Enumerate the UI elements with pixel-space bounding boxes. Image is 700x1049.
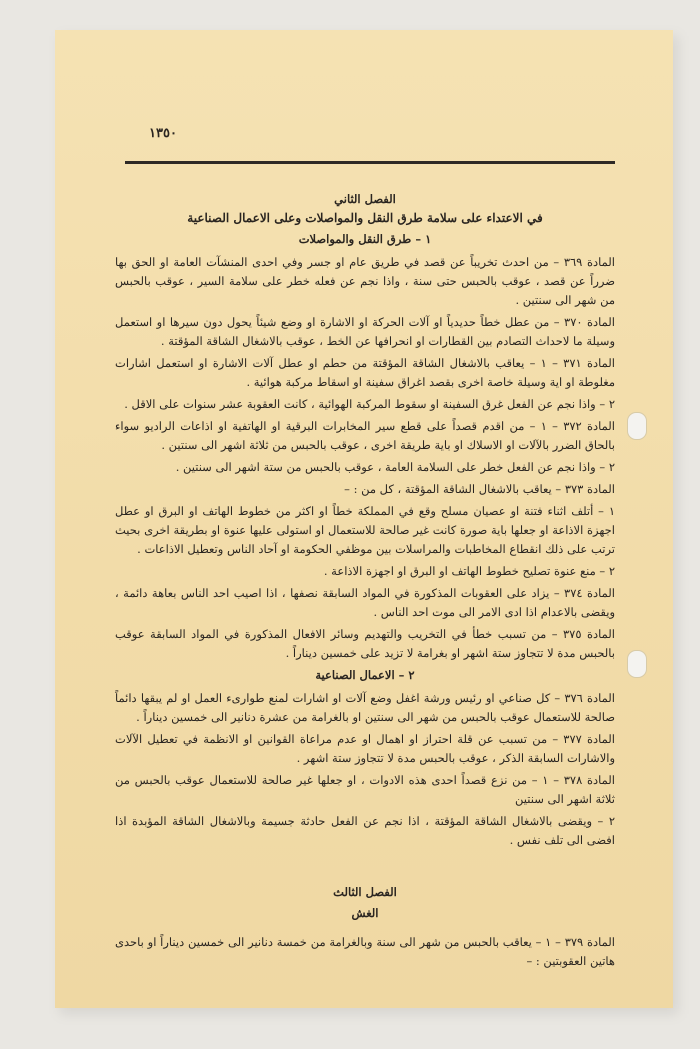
article-373-2: ٢ – منع عنوة تصليح خطوط الهاتف او البرق او اجهزة الاذاعة . (323, 564, 615, 578)
article-371-1: المادة ٣٧١ – ١ – يعاقب بالاشغال الشاقة المؤقتة من حطم او عطل آلات الاشارة او استعمل اشارات مغلوطة او اية وسيلة خاصة اخرى بقصد اغراق سفينة او اسقاط مركبة هوائية . (115, 356, 616, 389)
article-371-2: ٢ – واذا نجم عن الفعل غرق السفينة او سقوط المركبة الهوائية ، كانت العقوبة عشر سنوات على الاقل . (124, 397, 615, 411)
section-2-heading: ٢ – الاعمال الصناعية (315, 668, 415, 682)
punch-hole-upper (627, 412, 647, 440)
document-page (55, 30, 673, 1008)
article-373: المادة ٣٧٣ – يعاقب بالاشغال الشاقة المؤقتة ، كل من : – (344, 482, 615, 496)
article-377: المادة ٣٧٧ – من تسبب عن قلة احتراز او اهمال او عدم مراعاة القوانين او الانظمة في تعطيل الآلات والاشارات السابقة الذكر ، عوقب بالحبس مدة لا تتجاوز ستة اشهر . (115, 732, 615, 765)
article-374: المادة ٣٧٤ – يزاد على العقوبات المذكورة في المواد السابقة نصفها ، اذا اصيب احد الناس بعاهة دائمة ، ويقضى بالاعدام اذا ادى الامر الى موت احد الناس . (115, 586, 616, 619)
document-body (115, 190, 615, 974)
article-373-1: ١ – أتلف اثناء فتنة او عصيان مسلح وقع في المملكة خطاً او اكثر من خطوط الهاتف او البرق او عطل اجهزة الاذاعة او جعلها باية صورة كانت غير صالحة للاستعمال او استولى عليها عنوة او بطريقة اخرى بحيث ترتب على ذلك انقطاع المخاطبات والمراسلات بين موظفي الحكومة او آحاد الناس وتعطيل الاذاعات . (115, 504, 615, 556)
chapter-3-subtitle: الغش (351, 906, 379, 920)
punch-hole-lower (627, 650, 647, 678)
article-378-2: ٢ – ويقضى بالاشغال الشاقة المؤقتة ، اذا نجم عن الفعل حادثة جسيمة وبالاشغال الشاقة المؤبدة اذا افضى الى تلف نفس . (115, 814, 615, 847)
article-375: المادة ٣٧٥ – من تسبب خطأ في التخريب والتهديم وسائر الافعال المذكورة في المواد السابقة عوقب بالحبس مدة لا تتجاوز ستة اشهر او بغرامة لا تزيد على خمسين ديناراً . (115, 627, 615, 660)
section-1-heading: ١ – طرق النقل والمواصلات (298, 232, 432, 246)
header-rule (125, 161, 615, 164)
page-number: ١٣٥٠ (149, 126, 177, 141)
article-369: المادة ٣٦٩ – من احدث تخريباً عن قصد في طريق عام او جسر وفي احدى المنشآت العامة او الحق بها ضرراً عن قصد ، عوقب بالحبس حتى سنة ، واذا نجم عن فعله خطر على سلامة السير ، عوقب بالحبس من شهر الى سنتين . (115, 255, 615, 307)
article-376: المادة ٣٧٦ – كل صناعي او رئيس ورشة اغفل وضع آلات او اشارات لمنع طوارىء العمل او لم يبقها دائماً صالحة للاستعمال عوقب بالحبس من شهر الى سنتين او بالغرامة من عشرة دنانير الى خمسين ديناراً . (115, 691, 615, 724)
article-372-2: ٢ – واذا نجم عن الفعل خطر على السلامة العامة ، عوقب بالحبس من ستة اشهر الى سنتين . (175, 460, 615, 474)
article-372-1: المادة ٣٧٢ – ١ – من اقدم قصداً على قطع سير المخابرات البرقية او الهاتفية او اذاعات الراديو سواء بالحاق الضرر بالآلات او الاسلاك او باية طريقة اخرى ، عوقب بالحبس من ثلاثة اشهر الى سنتين . (115, 419, 615, 452)
article-378-1: المادة ٣٧٨ – ١ – من نزع قصداً احدى هذه الادوات ، او جعلها غير صالحة للاستعمال عوقب بالحبس من ثلاثة اشهر الى سنتين (115, 773, 616, 806)
chapter-3-title: الفصل الثالث (333, 885, 397, 899)
chapter-2-subtitle: في الاعتداء على سلامة طرق النقل والمواصلات وعلى الاعمال الصناعية (187, 211, 543, 225)
chapter-2-title: الفصل الثاني (334, 192, 396, 206)
article-379-1: المادة ٣٧٩ – ١ – يعاقب بالحبس من شهر الى سنة وبالغرامة من خمسة دنانير الى خمسين ديناراً او باحدى هاتين العقوبتين : – (115, 935, 616, 968)
article-370: المادة ٣٧٠ – من عطل خطاً حديدياً او آلات الحركة او الاشارة او وضع شيئاً يحول دون سيرها او استعمل وسيلة ما لاحداث التصادم بين القطارات او انحرافها عن الخط ، عوقب بالاشغال الشاقة المؤقتة . (115, 315, 616, 348)
